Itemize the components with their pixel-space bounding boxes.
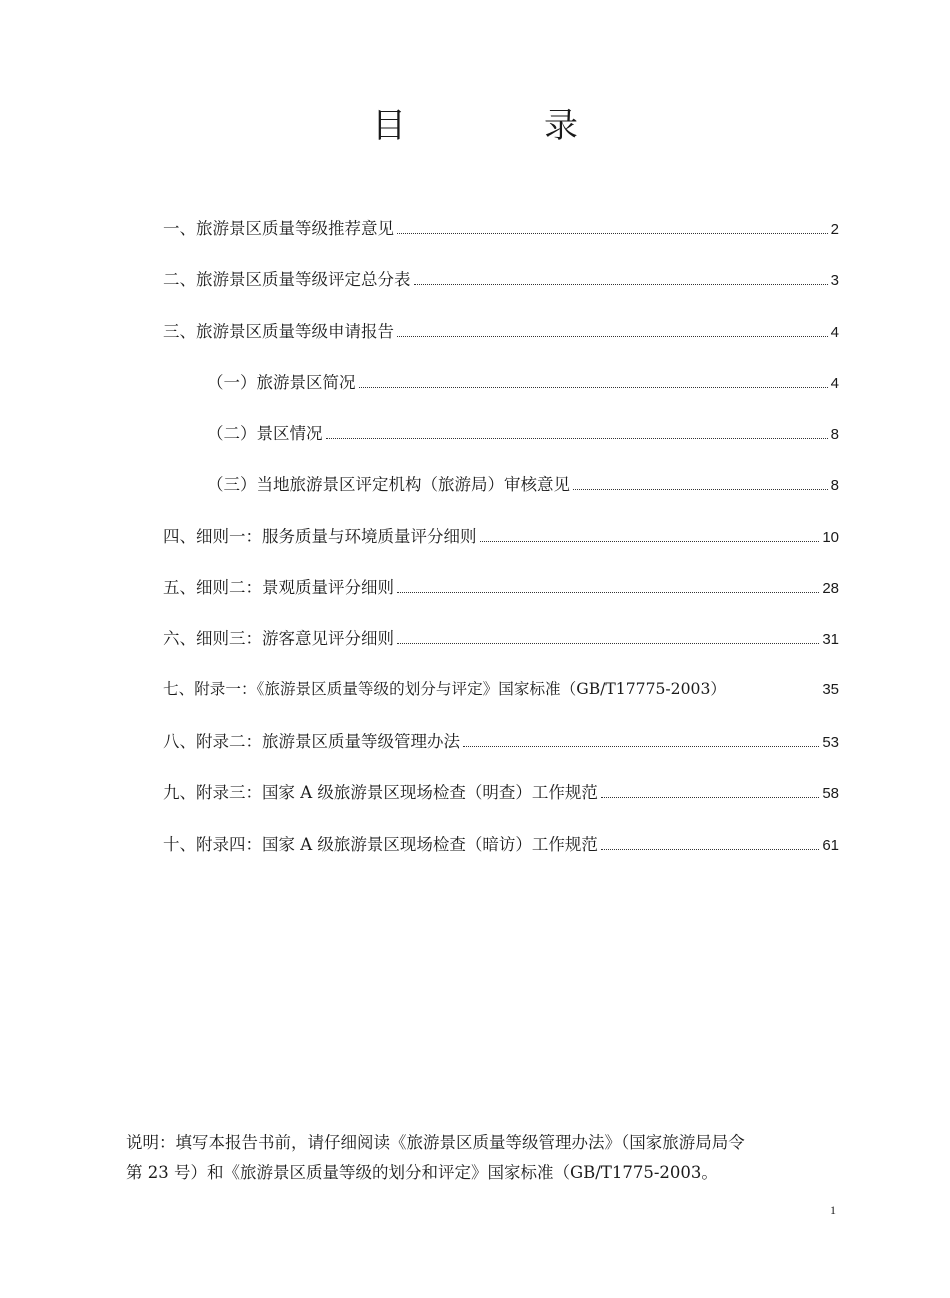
toc-entry[interactable] [163,831,839,882]
toc-entry-page: 3 [830,272,839,290]
toc-entry-page: 10 [822,528,839,546]
toc-entry-page: 8 [830,426,839,444]
toc-entry-page: 4 [830,323,839,341]
toc-entry-page: 4 [830,374,839,392]
toc-leader-dots [359,387,828,388]
toc-entry-page: 53 [822,733,839,751]
toc-leader-dots [397,336,828,337]
toc-leader-dots [414,284,828,285]
toc-entry-title: 二、旅游景区质量等级评定总分表 [163,270,411,290]
note-line: 说明：填写本报告书前，请仔细阅读《旅游景区质量等级管理办法》（国家旅游局局令 [126,1133,745,1152]
table-of-contents [163,215,839,882]
toc-leader-dots [397,233,828,234]
toc-entry[interactable] [163,677,839,728]
toc-entry-title: （二）景区情况 [207,424,323,444]
toc-leader-dots [326,438,828,439]
toc-entry[interactable] [163,266,839,317]
toc-entry-title: 五、细则二：景观质量评分细则 [163,578,394,598]
toc-subentry[interactable] [163,369,839,420]
toc-subentry[interactable] [163,420,839,471]
toc-entry-page: 28 [822,580,839,598]
toc-entry-page: 2 [830,221,839,238]
toc-entry-title: 七、附录一：《旅游景区质量等级的划分与评定》国家标准（GB/T17775-2003） [163,679,726,698]
toc-entry-page: 61 [822,836,839,854]
toc-entry[interactable] [163,625,839,676]
toc-entry-title: （三）当地旅游景区评定机构（旅游局）审核意见 [207,475,570,495]
toc-leader-dots [397,592,819,593]
toc-entry-title: 十、附录四：国家 A 级旅游景区现场检查（暗访）工作规范 [163,834,598,854]
toc-entry[interactable] [163,318,839,369]
toc-leader-dots [601,849,819,850]
toc-entry[interactable] [163,215,839,266]
toc-entry-title: 六、细则三：游客意见评分细则 [163,629,394,649]
toc-subentry[interactable] [163,471,839,522]
toc-leader-dots [480,541,820,542]
toc-entry-page: 35 [822,680,839,698]
toc-entry-page: 58 [822,785,839,803]
toc-entry-page: 8 [830,477,839,495]
toc-leader-dots [573,489,828,490]
toc-entry-title: 四、细则一：服务质量与环境质量评分细则 [163,526,477,546]
toc-leader-dots [601,797,819,798]
toc-entry[interactable] [163,523,839,574]
toc-entry[interactable] [163,728,839,779]
toc-entry-title: 九、附录三：国家 A 级旅游景区现场检查（明查）工作规范 [163,783,598,803]
toc-entry-title: 三、旅游景区质量等级申请报告 [163,321,394,341]
page-number: 1 [830,1203,836,1217]
page-title: 目 录 [372,106,630,146]
toc-entry-page: 31 [822,631,839,649]
toc-leader-dots [397,643,819,644]
instruction-note [126,1128,846,1188]
toc-entry[interactable] [163,574,839,625]
toc-entry-title: 一、旅游景区质量等级推荐意见 [163,219,394,238]
toc-leader-dots [463,746,819,747]
toc-entry-title: 八、附录二：旅游景区质量等级管理办法 [163,731,460,751]
toc-entry-title: （一）旅游景区简况 [207,372,356,392]
note-line: 第 23 号）和《旅游景区质量等级的划分和评定》国家标准（GB/T1775-2003。 [126,1163,718,1182]
toc-entry[interactable] [163,779,839,830]
